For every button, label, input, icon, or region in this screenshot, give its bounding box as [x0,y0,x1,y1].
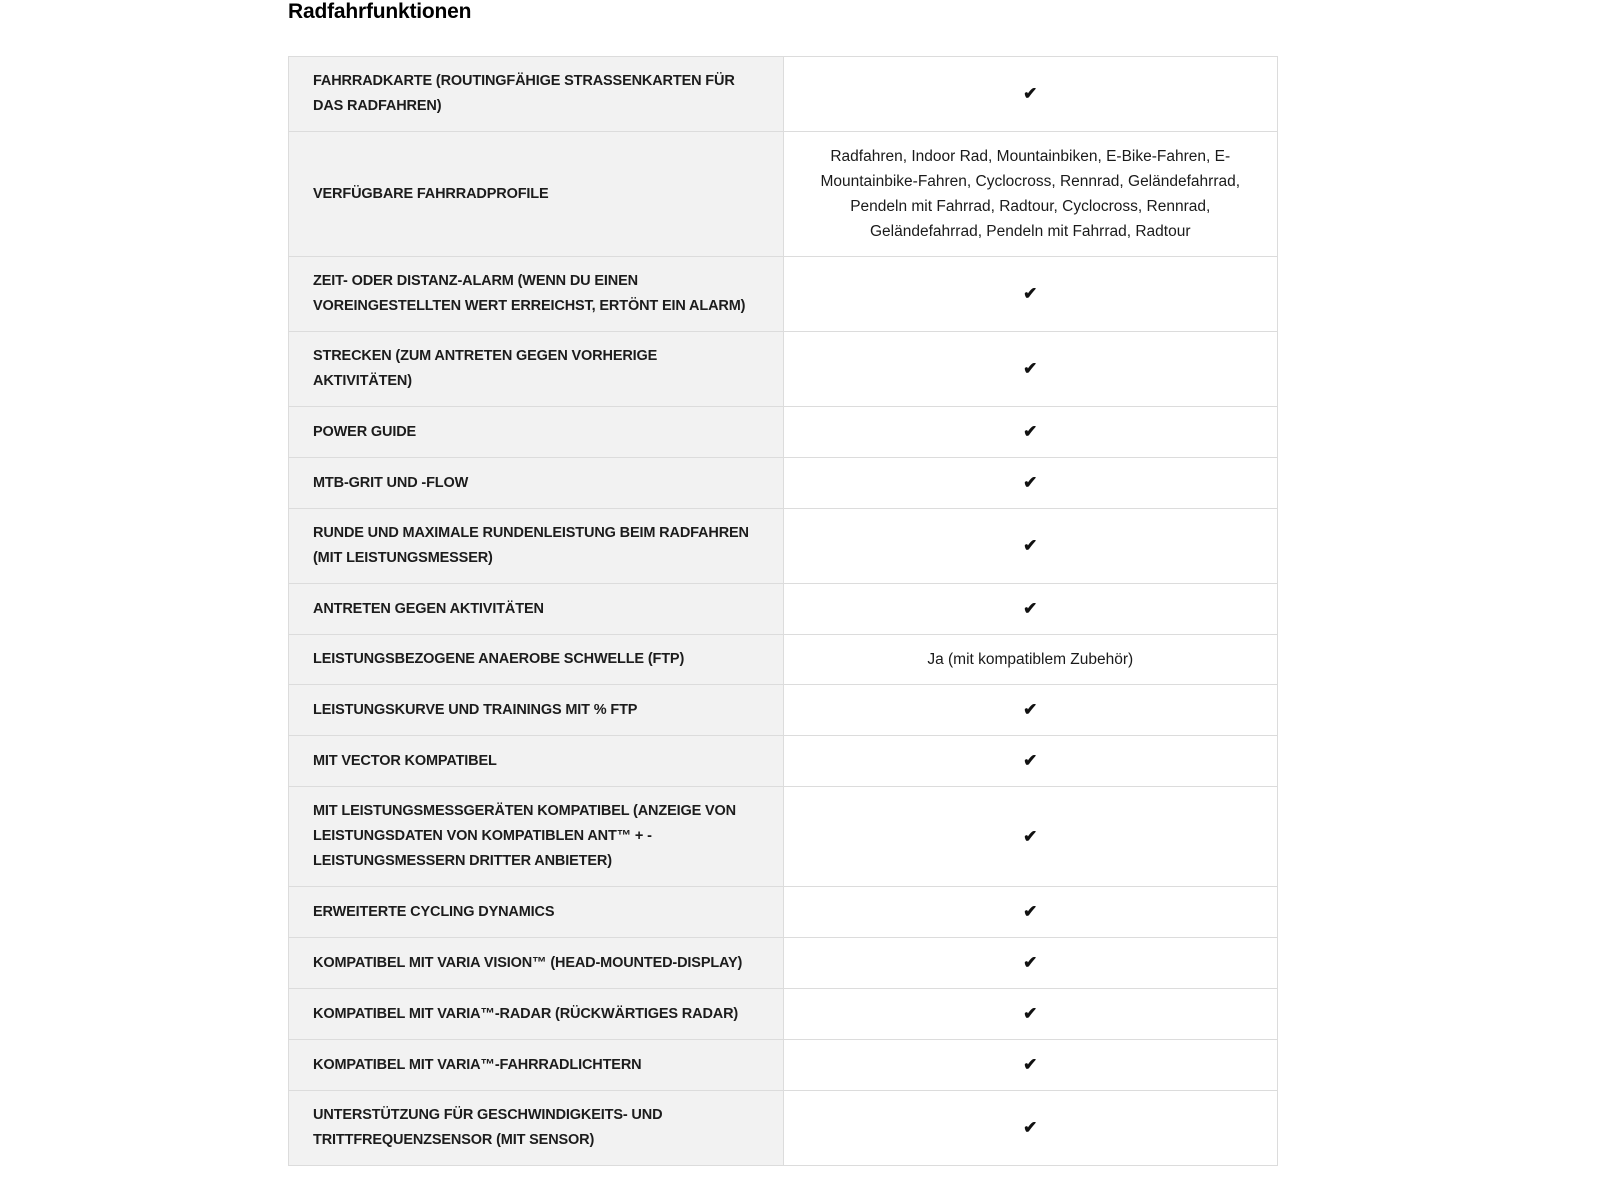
table-row [289,1091,1278,1166]
feature-label: KOMPATIBEL MIT VARIA VISION™ (HEAD-MOUNTED-DISPLAY) [289,938,784,989]
checkmark-icon: ✔ [1023,826,1038,846]
feature-label: RUNDE UND MAXIMALE RUNDENLEISTUNG BEIM RADFAHREN (MIT LEISTUNGSMESSER) [289,509,784,584]
feature-label: KOMPATIBEL MIT VARIA™-FAHRRADLICHTERN [289,1040,784,1091]
table-row [289,332,1278,407]
feature-label: MTB-GRIT UND -FLOW [289,458,784,509]
feature-value: Radfahren, Indoor Rad, Mountainbiken, E-Bike-Fahren, E-Mountainbike-Fahren, Cyclocross, Rennrad, Geländefahrrad, Pendeln mit Fahrrad, Radtour, Cyclocross, Rennrad, Geländefahrrad, Pendeln mit Fahrrad, Radtour [783,132,1278,257]
feature-value [783,407,1278,458]
feature-value: Ja (mit kompatiblem Zubehör) [783,635,1278,685]
feature-value [783,736,1278,787]
feature-value [783,887,1278,938]
feature-label: MIT LEISTUNGSMESSGERÄTEN KOMPATIBEL (ANZEIGE VON LEISTUNGSDATEN VON KOMPATIBLEN ANT™ + -LEISTUNGSMESSERN DRITTER ANBIETER) [289,787,784,887]
feature-label: KOMPATIBEL MIT VARIA™-RADAR (RÜCKWÄRTIGES RADAR) [289,989,784,1040]
cycling-features-table [288,56,1278,1166]
table-row [289,887,1278,938]
feature-value [783,509,1278,584]
feature-label: STRECKEN (ZUM ANTRETEN GEGEN VORHERIGE AKTIVITÄTEN) [289,332,784,407]
feature-value [783,332,1278,407]
feature-label: LEISTUNGSBEZOGENE ANAEROBE SCHWELLE (FTP) [289,635,784,685]
table-row [289,787,1278,887]
checkmark-icon: ✔ [1023,1118,1038,1137]
table-body [289,57,1278,1166]
table-row [289,509,1278,584]
checkmark-icon: ✔ [1023,751,1038,770]
feature-label: ZEIT- ODER DISTANZ-ALARM (WENN DU EINEN VOREINGESTELLTEN WERT ERREICHST, ERTÖNT EIN ALARM) [289,257,784,332]
table-row [289,57,1278,132]
table-row [289,458,1278,509]
feature-value [783,989,1278,1040]
feature-label: MIT VECTOR KOMPATIBEL [289,736,784,787]
table-row [289,635,1278,685]
feature-value [783,584,1278,635]
feature-label: POWER GUIDE [289,407,784,458]
feature-value [783,1040,1278,1091]
checkmark-icon: ✔ [1023,902,1038,921]
feature-value [783,257,1278,332]
table-row [289,257,1278,332]
checkmark-icon: ✔ [1023,1004,1038,1023]
table-row [289,1040,1278,1091]
checkmark-icon: ✔ [1023,359,1038,378]
checkmark-icon: ✔ [1023,473,1038,492]
feature-label: ERWEITERTE CYCLING DYNAMICS [289,887,784,938]
checkmark-icon: ✔ [1023,84,1038,103]
table-row [289,736,1278,787]
feature-label: UNTERSTÜTZUNG FÜR GESCHWINDIGKEITS- UND TRITTFREQUENZSENSOR (MIT SENSOR) [289,1091,784,1166]
feature-value [783,787,1278,887]
feature-value [783,1091,1278,1166]
checkmark-icon: ✔ [1023,1055,1038,1074]
checkmark-icon: ✔ [1023,953,1038,972]
feature-value [783,938,1278,989]
feature-value [783,685,1278,736]
feature-label: ANTRETEN GEGEN AKTIVITÄTEN [289,584,784,635]
feature-value [783,57,1278,132]
table-row [289,584,1278,635]
spec-section [288,0,1278,1166]
feature-value [783,458,1278,509]
table-row [289,938,1278,989]
checkmark-icon: ✔ [1023,599,1038,618]
checkmark-icon: ✔ [1023,700,1038,719]
table-row [289,685,1278,736]
table-row [289,407,1278,458]
table-row [289,132,1278,257]
table-row [289,989,1278,1040]
feature-label: VERFÜGBARE FAHRRADPROFILE [289,132,784,257]
checkmark-icon: ✔ [1023,536,1038,555]
section-title: Radfahrfunktionen [288,0,472,23]
checkmark-icon: ✔ [1023,422,1038,441]
feature-label: FAHRRADKARTE (ROUTINGFÄHIGE STRASSENKARTEN FÜR DAS RADFAHREN) [289,57,784,132]
checkmark-icon: ✔ [1023,284,1038,303]
feature-label: LEISTUNGSKURVE UND TRAININGS MIT % FTP [289,685,784,736]
